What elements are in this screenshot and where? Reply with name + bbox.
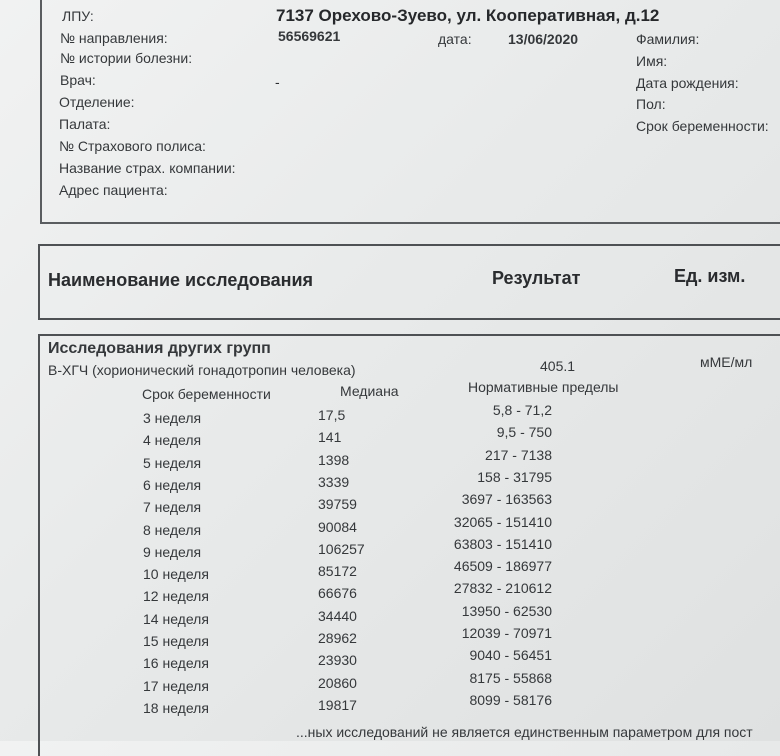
ref-row-term: 4 неделя xyxy=(143,432,202,449)
ref-row-range: 46509 - 186977 xyxy=(453,558,552,575)
ref-row-term: 9 неделя xyxy=(143,543,202,560)
ref-row-range: 63803 - 151410 xyxy=(453,535,552,552)
ref-row-median: 28962 xyxy=(318,630,357,646)
footer-note: ...ных исследований не является единственным параметром для пост xyxy=(296,724,753,740)
ref-limits-header: Нормативные пределы xyxy=(468,379,619,395)
direction-value: 56569621 xyxy=(278,28,341,44)
ref-row-range: 9040 - 56451 xyxy=(469,647,552,664)
ref-row-term: 6 неделя xyxy=(143,476,202,493)
birthdate-label: Дата рождения: xyxy=(636,75,739,91)
ref-row-term: 10 неделя xyxy=(143,566,209,583)
doctor-label: Врач: xyxy=(60,72,96,88)
test-unit: мМЕ/мл xyxy=(700,354,753,370)
lpu-value: 7137 Орехово-Зуево, ул. Кооперативная, д.12 xyxy=(276,6,660,25)
ref-row-median: 66676 xyxy=(318,585,357,602)
ref-row-range: 3697 - 163563 xyxy=(461,491,552,508)
ref-row-range: 9,5 - 750 xyxy=(496,424,552,441)
department-label: Отделение: xyxy=(59,94,135,110)
ref-row-range: 8175 - 55868 xyxy=(469,669,552,686)
section-title: Исследования других групп xyxy=(48,340,271,357)
ref-term-header: Срок беременности xyxy=(142,386,271,402)
column-result-header: Результат xyxy=(492,268,581,288)
ref-row-term: 17 неделя xyxy=(143,677,209,694)
column-name-header: Наименование исследования xyxy=(48,270,314,290)
ref-row-range: 32065 - 151410 xyxy=(453,513,552,530)
ref-row-term: 8 неделя xyxy=(143,521,202,538)
ref-row-term: 12 неделя xyxy=(143,588,209,605)
address-label: Адрес пациента: xyxy=(59,182,168,198)
ref-row-term: 16 неделя xyxy=(143,655,209,672)
ref-row-median: 3339 xyxy=(318,473,350,490)
ref-row-median: 20860 xyxy=(318,674,357,691)
ref-row-term: 18 неделя xyxy=(143,699,209,716)
ref-row-median: 19817 xyxy=(318,696,357,713)
ref-row-range: 158 - 31795 xyxy=(477,468,552,485)
history-label: № истории болезни: xyxy=(60,50,193,66)
name-label: Имя: xyxy=(636,53,668,69)
column-unit-header: Ед. изм. xyxy=(674,266,746,286)
ref-row-term: 7 неделя xyxy=(143,499,202,516)
ref-row-range: 12039 - 70971 xyxy=(461,625,552,641)
test-name: В-ХГЧ (хорионический гонадотропин человека) xyxy=(48,362,356,378)
ref-row-term: 3 неделя xyxy=(143,410,202,426)
ref-row-median: 85172 xyxy=(318,563,357,580)
ref-row-range: 27832 - 210612 xyxy=(453,580,552,597)
doctor-value: - xyxy=(275,74,280,90)
ref-row-median: 141 xyxy=(318,429,342,446)
ref-row-range: 13950 - 62530 xyxy=(461,602,552,619)
ref-row-median: 1398 xyxy=(318,451,350,468)
ward-label: Палата: xyxy=(59,116,111,132)
ref-median-header: Медиана xyxy=(340,383,399,399)
date-value: 13/06/2020 xyxy=(508,31,579,47)
ref-row-median: 106257 xyxy=(318,540,365,557)
pregnancy-term-label: Срок беременности: xyxy=(636,118,769,134)
policy-label: № Страхового полиса: xyxy=(59,138,206,154)
ref-row-range: 5,8 - 71,2 xyxy=(492,402,552,418)
sex-label: Пол: xyxy=(636,96,666,112)
ref-row-range: 8099 - 58176 xyxy=(469,691,552,708)
lpu-label: ЛПУ: xyxy=(62,8,94,24)
ref-row-term: 5 неделя xyxy=(143,454,202,471)
ref-row-median: 34440 xyxy=(318,607,357,624)
ref-row-term: 15 неделя xyxy=(143,633,209,649)
ref-row-median: 17,5 xyxy=(318,407,346,423)
ref-row-median: 39759 xyxy=(318,496,357,513)
surname-label: Фамилия: xyxy=(636,31,700,47)
direction-label: № направления: xyxy=(60,30,168,46)
test-result: 405.1 xyxy=(540,358,576,374)
insurer-label: Название страх. компании: xyxy=(59,160,236,176)
ref-row-median: 90084 xyxy=(318,518,357,535)
date-label: дата: xyxy=(438,31,472,47)
ref-row-range: 217 - 7138 xyxy=(485,446,552,463)
ref-row-term: 14 неделя xyxy=(143,610,209,627)
ref-row-median: 23930 xyxy=(318,652,357,669)
